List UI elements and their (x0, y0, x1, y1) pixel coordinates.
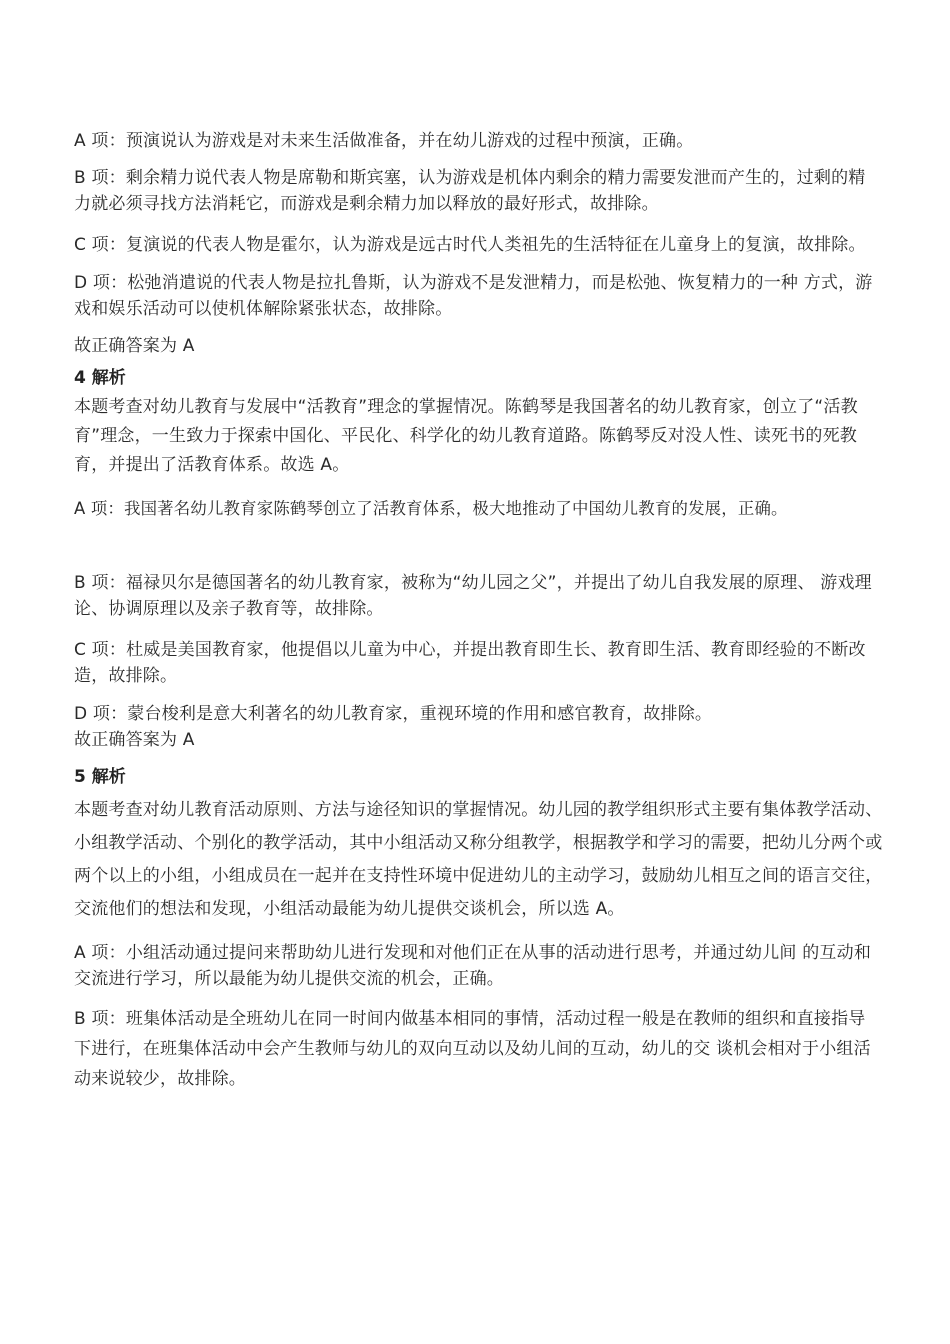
answer-option-d-q3: D 项：松弛消遣说的代表人物是拉扎鲁斯，认为游戏不是发泄精力，而是松弛、恢复精力的一种 方式，游戏和娱乐活动可以使机体解除紧张状态，故排除。 (74, 273, 873, 319)
analysis-paragraph-q4: 本题考查对幼儿教育与发展中“活教育”理念的掌握情况。陈鹤琴是我国著名的幼儿教育家，创立了“活教育”理念，一生致力于探索中国化、平民化、科学化的幼儿教育道路。陈鹤琴反对没人性、读死书的死教育，并提出了活教育体系。故选 A。 (74, 397, 858, 475)
correct-answer-q4: 故正确答案为 A (74, 730, 195, 750)
answer-option-c-q4: C 项：杜威是美国教育家，他提倡以儿童为中心，并提出教育即生长、教育即生活、教育即经验的不断改造，故排除。 (74, 640, 866, 686)
answer-option-b-q4: B 项：福禄贝尔是德国著名的幼儿教育家，被称为“幼儿园之父”，并提出了幼儿自我发展的原理、 游戏理论、协调原理以及亲子教育等，故排除。 (74, 573, 872, 619)
answer-option-d-q4: D 项：蒙台梭利是意大利著名的幼儿教育家，重视环境的作用和感官教育，故排除。 (74, 704, 713, 724)
analysis-paragraph-q5: 本题考查对幼儿教育活动原则、方法与途径知识的掌握情况。幼儿园的教学组织形式主要有集体教学活动、小组教学活动、个别化的教学活动，其中小组活动又称分组教学，根据教学和学习的需要，把幼儿分两个或两个以上的小组，小组成员在一起并在支持性环境中促进幼儿的主动学习，鼓励幼儿相互之间的语言交往，交流他们的想法和发现，小组活动最能为幼儿提供交谈机会，所以选 A。 (74, 800, 883, 919)
section-heading-5: 5 解析 (74, 767, 126, 787)
answer-option-b-q5: B 项：班集体活动是全班幼儿在同一时间内做基本相同的事情，活动过程一般是在教师的组织和直接指导下进行，在班集体活动中会产生教师与幼儿的双向互动以及幼儿间的互动，幼儿的交 谈机会相对于小组活动来说较少，故排除。 (74, 1009, 871, 1089)
document-page (74, 128, 904, 1094)
answer-option-a-q3: A 项：预演说认为游戏是对未来生活做准备，并在幼儿游戏的过程中预演，正确。 (74, 131, 694, 151)
answer-option-a-q5: A 项：小组活动通过提问来帮助幼儿进行发现和对他们正在从事的活动进行思考，并通过幼儿间 的互动和交流进行学习，所以最能为幼儿提供交流的机会，正确。 (74, 943, 872, 989)
answer-option-c-q3: C 项：复演说的代表人物是霍尔，认为游戏是远古时代人类祖先的生活特征在儿童身上的复演，故排除。 (74, 235, 866, 255)
answer-option-b-q3: B 项：剩余精力说代表人物是席勒和斯宾塞，认为游戏是机体内剩余的精力需要发泄而产生的，过剩的精力就必须寻找方法消耗它，而游戏是剩余精力加以释放的最好形式，故排除。 (74, 168, 866, 214)
answer-option-a-q4: A 项：我国著名幼儿教育家陈鹤琴创立了活教育体系，极大地推动了中国幼儿教育的发展，正确。 (74, 499, 788, 518)
section-heading-4: 4 解析 (74, 368, 126, 388)
correct-answer-q3: 故正确答案为 A (74, 336, 195, 356)
